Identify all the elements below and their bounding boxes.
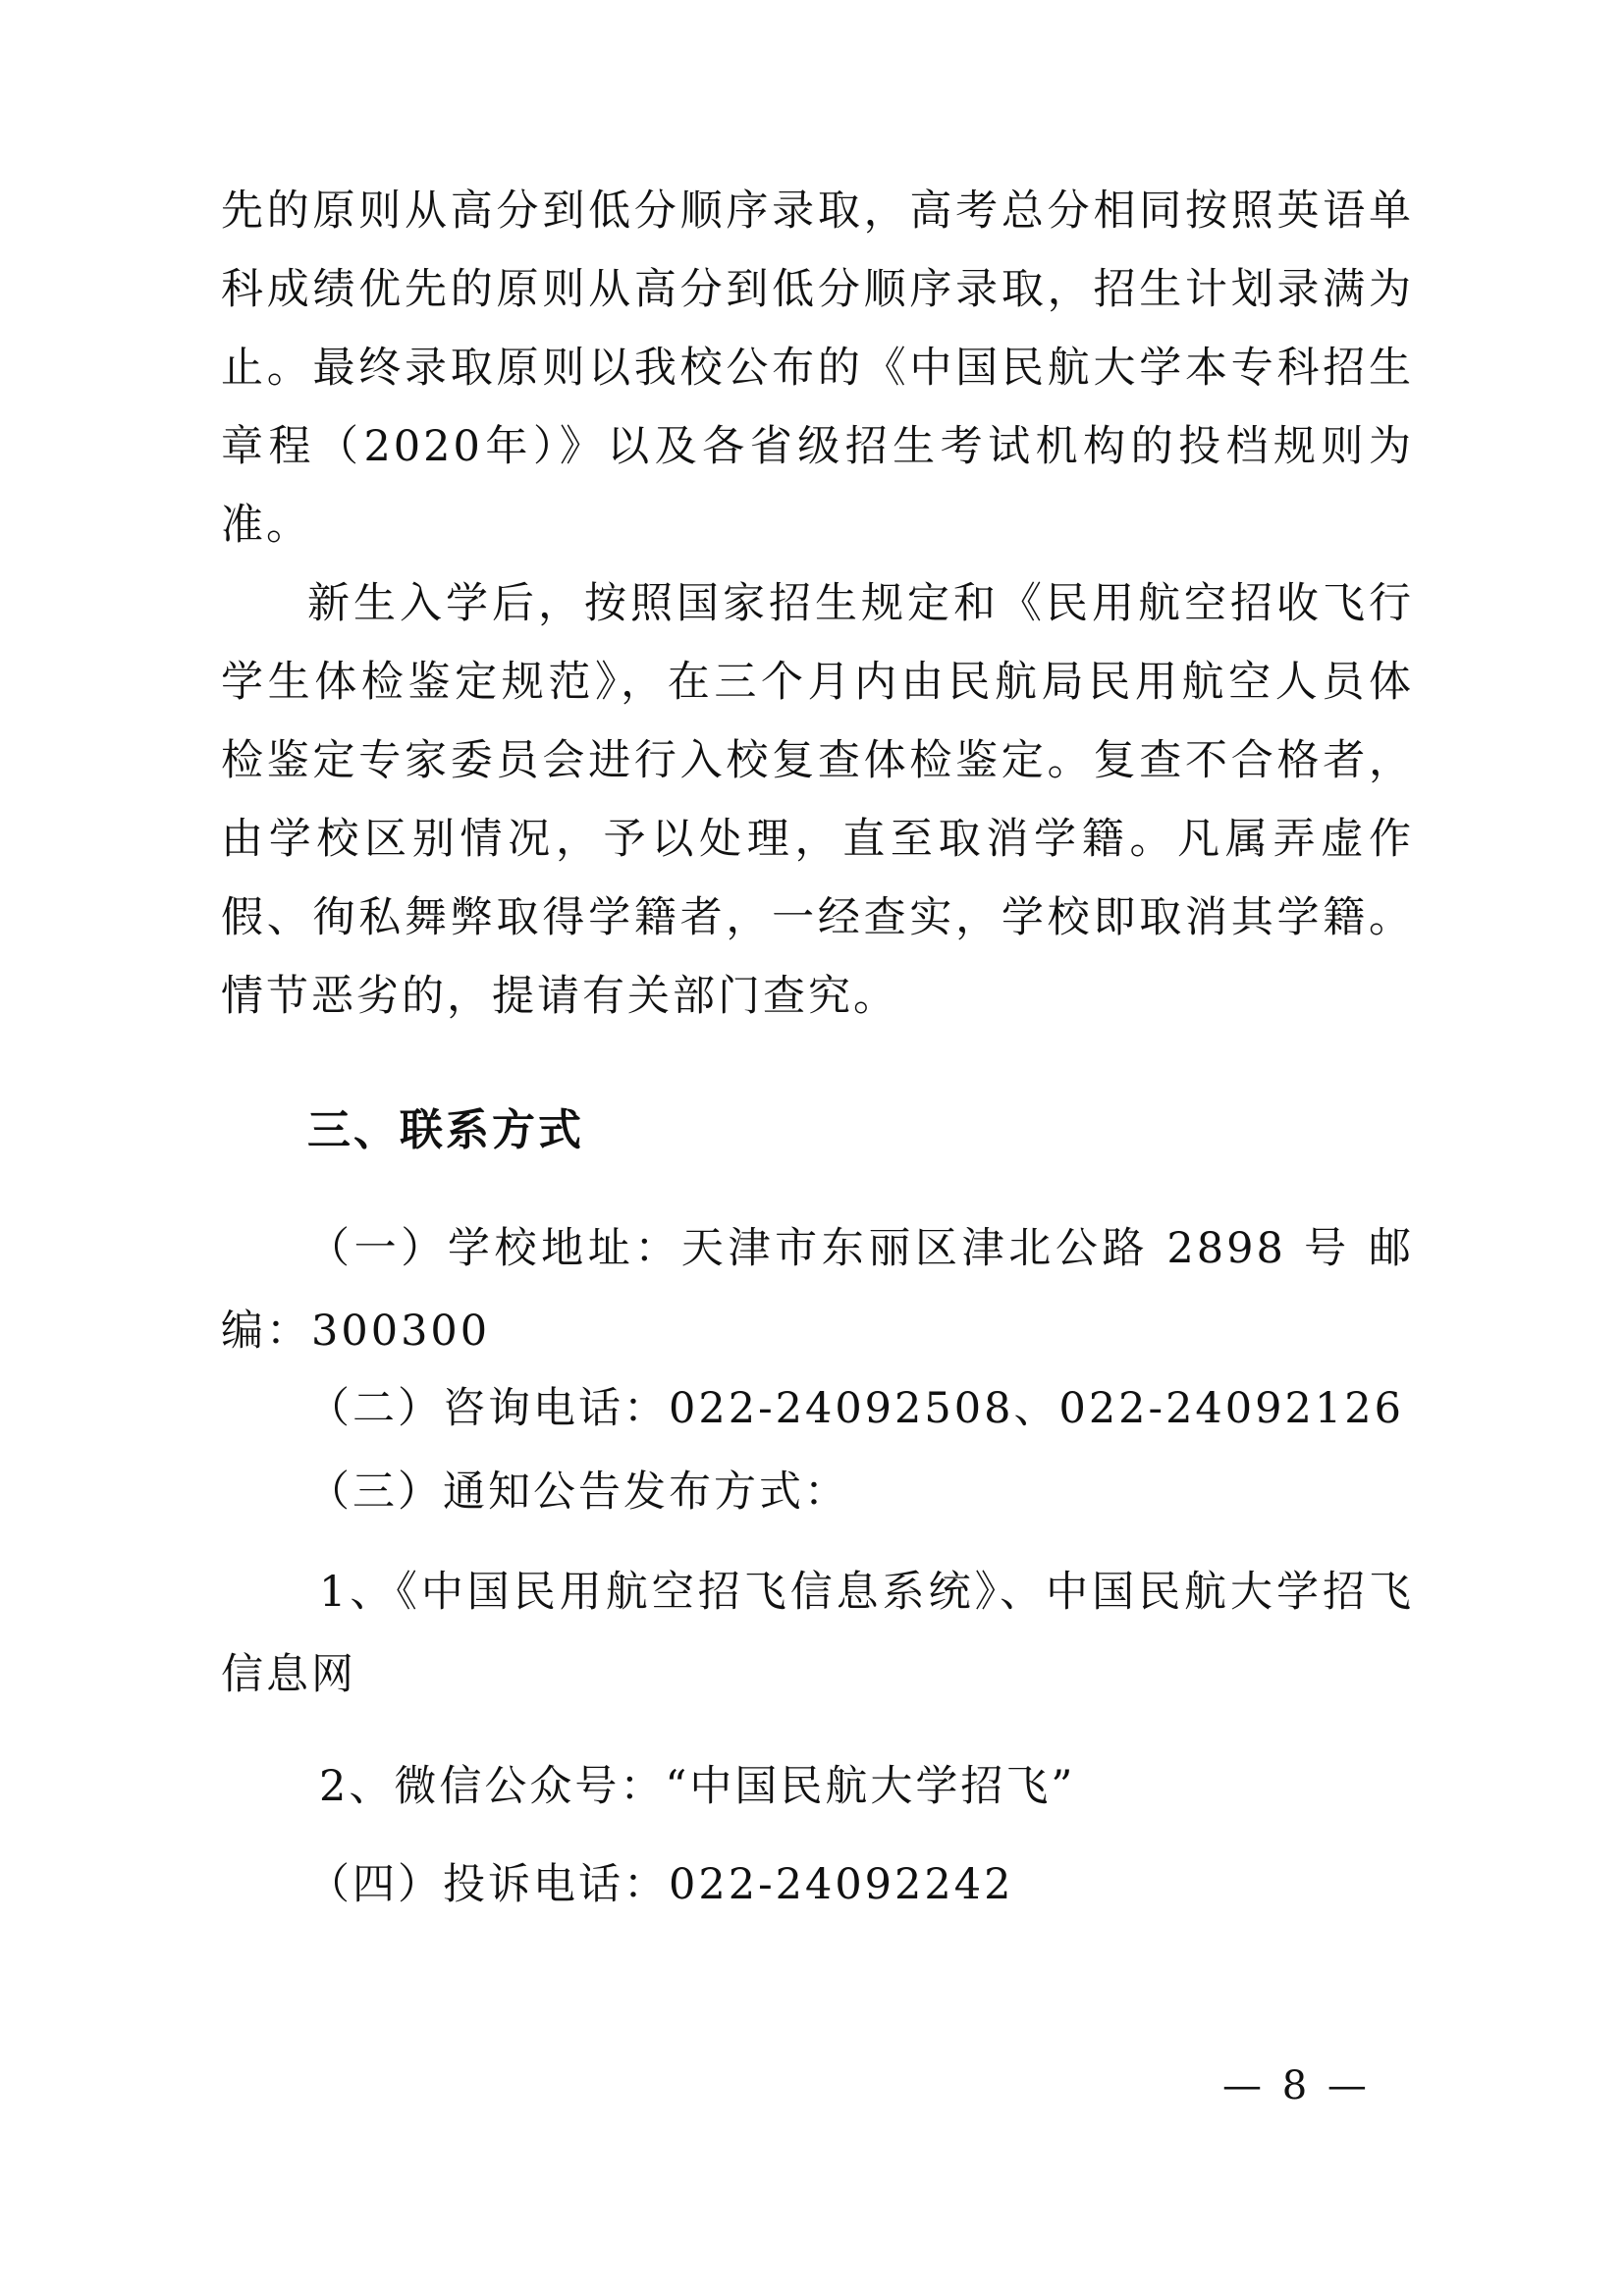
- notice-method-item-1: 1、《中国民用航空招飞信息系统》、中国民航大学招飞信息网: [221, 1568, 1414, 1699]
- medical-recheck-paragraph: 新生入学后，按照国家招生规定和《民用航空招收飞行学生体检鉴定规范》，在三个月内由民航局民用航空人员体检鉴定专家委员会进行入校复查体检鉴定。复查不合格者，由学校区别情况，予以处理，直至取消学籍。凡属弄虚作假、徇私舞弊取得学籍者，一经查实，学校即取消其学籍。情节恶劣的，提请有关部门查究。: [221, 579, 1414, 1021]
- notice-methods-heading: （三）通知公告发布方式：: [307, 1468, 849, 1517]
- admission-rule-paragraph: 先的原则从高分到低分顺序录取，高考总分相同按照英语单科成绩优先的原则从高分到低分顺序录取，招生计划录满为止。最终录取原则以我校公布的《中国民航大学本专科招生章程（2020年）》以及各省级招生考试机构的投档规则为准。: [221, 187, 1414, 550]
- contact-section-heading: 三、联系方式: [307, 1105, 584, 1155]
- complaint-phone-line: （四）投诉电话：022-24092242: [307, 1860, 1014, 1909]
- page-number: — 8 —: [1222, 2063, 1371, 2109]
- consultation-phone-line: （二）咨询电话：022-24092508、022-24092126: [307, 1384, 1404, 1433]
- school-address-line: （一）学校地址：天津市东丽区津北公路 2898 号 邮编：300300: [221, 1224, 1414, 1356]
- notice-method-item-2: 2、微信公众号：“中国民航大学招飞”: [319, 1762, 1076, 1811]
